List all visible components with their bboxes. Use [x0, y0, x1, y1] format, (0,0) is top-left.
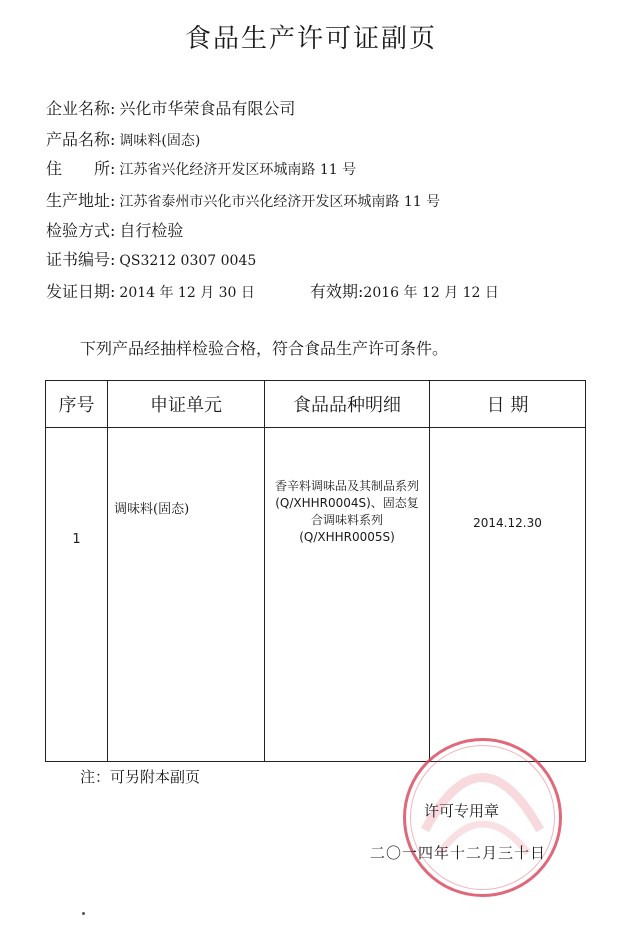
valid-until-row: [310, 279, 499, 302]
cell-date: [430, 428, 586, 762]
header-date: 日 期: [430, 381, 586, 428]
cell-application-unit: [108, 428, 265, 762]
product-label: 产品名称:: [46, 130, 116, 149]
product-value: 调味料(固态): [119, 133, 201, 149]
production-address-row: [46, 188, 440, 211]
production-address-value: 江苏省泰州市兴化市兴化经济开发区环城南路 11 号: [119, 194, 441, 210]
application-unit-text: 调味料(固态): [114, 502, 190, 517]
footer-date: 二〇一四年十二月三十日: [370, 844, 547, 862]
valid-until-label: 有效期:: [310, 282, 364, 301]
address-row: [46, 156, 356, 179]
qualification-sentence: 下列产品经抽样检验合格，符合食品生产许可条件。: [80, 339, 449, 358]
production-address-label: 生产地址:: [46, 191, 116, 210]
cert-number-row: [46, 247, 256, 270]
cell-food-variety-detail: [265, 428, 430, 762]
inspection-value: 自行检验: [119, 221, 184, 240]
issue-date-label: 发证日期:: [46, 282, 116, 301]
header-serial-number: 序号: [46, 381, 108, 428]
footnote: 注：可另附本副页: [80, 768, 201, 786]
address-label: 住 所:: [46, 159, 116, 178]
valid-until-value: 2016 年 12 月 12 日: [363, 285, 499, 301]
cert-number-value: QS3212 0307 0045: [119, 253, 257, 269]
company-value: 兴化市华荣食品有限公司: [119, 99, 296, 118]
product-row: [46, 127, 200, 150]
table-header-row: [46, 381, 586, 428]
food-variety-detail-text: 香辛料调味品及其制品系列(Q/XHHR0004S)、固态复合调味料系列(Q/XHHR0005S): [274, 479, 419, 544]
issue-date-row: [46, 279, 255, 302]
header-application-unit: 申证单元: [108, 381, 265, 428]
inspection-label: 检验方式:: [46, 221, 116, 240]
header-food-variety-detail: 食品品种明细: [265, 381, 430, 428]
table-row: [46, 428, 586, 762]
product-table: [45, 380, 586, 762]
date-text: 2014.12.30: [473, 516, 542, 530]
serial-number-text: 1: [72, 532, 81, 547]
cell-serial-number: [46, 428, 108, 762]
issue-date-value: 2014 年 12 月 30 日: [119, 285, 255, 301]
address-value: 江苏省兴化经济开发区环城南路 11 号: [119, 162, 357, 178]
page-title: 食品生产许可证副页: [184, 24, 437, 54]
seal-label: 许可专用章: [424, 802, 500, 820]
company-row: [46, 96, 295, 119]
company-label: 企业名称:: [46, 99, 116, 118]
scan-speck: [82, 912, 85, 915]
inspection-row: [46, 218, 183, 241]
cert-number-label: 证书编号:: [46, 250, 116, 269]
